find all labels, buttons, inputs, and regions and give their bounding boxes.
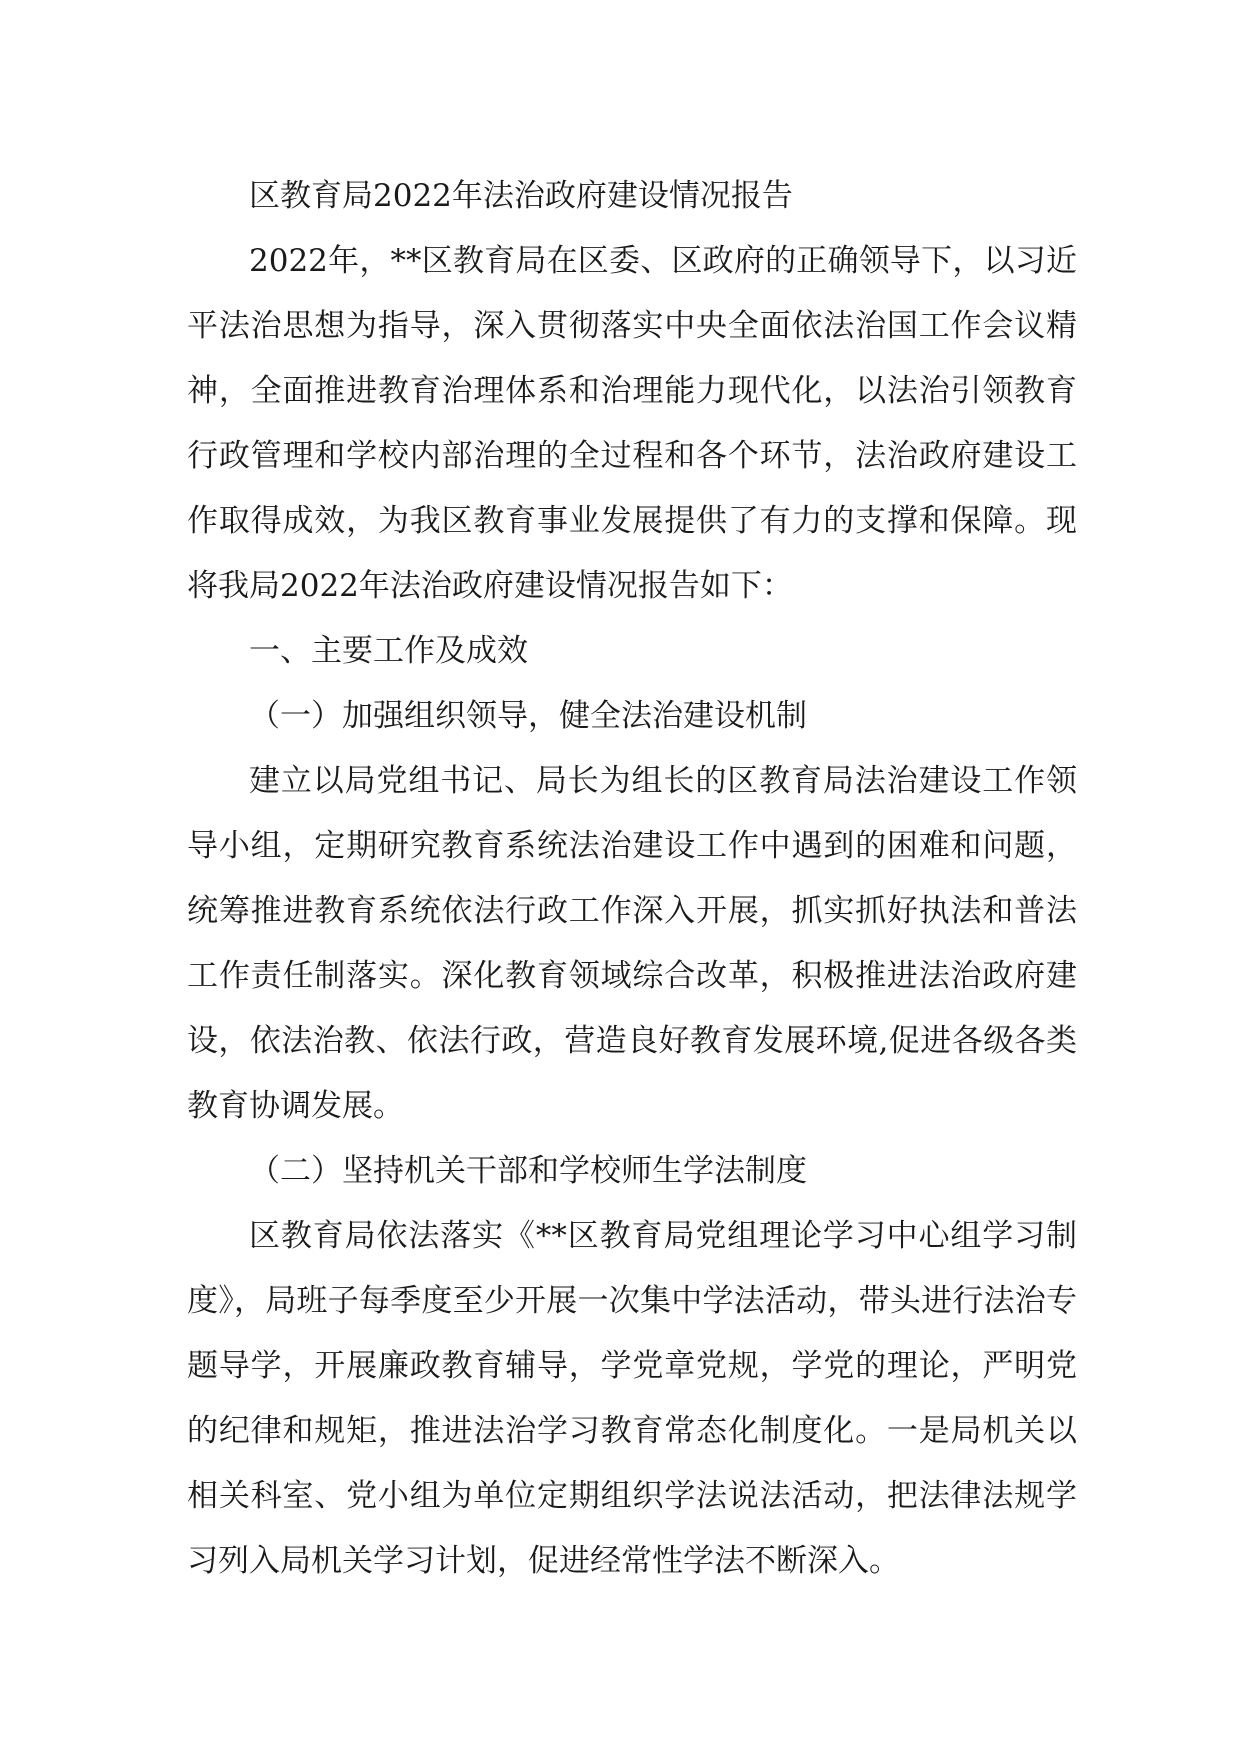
document-title: 区教育局2022年法治政府建设情况报告 <box>249 178 793 214</box>
subsection-heading-organization: （一）加强组织领导，健全法治建设机制 <box>249 698 807 734</box>
document-body <box>187 164 1077 1594</box>
section-heading-main-work: 一、主要工作及成效 <box>249 633 528 669</box>
intro-paragraph: 2022年，**区教育局在区委、区政府的正确领导下，以习近平法治思想为指导，深入贯彻落实中央全面依法治国工作会议精神，全面推进教育治理体系和治理能力现代化，以法治引领教育行政管理和学校内部治理的全过程和各个环节，法治政府建设工作取得成效，为我区教育事业发展提供了有力的支撑和保障。现将我局2022年法治政府建设情况报告如下： <box>187 243 1077 604</box>
subsection-body-organization: 建立以局党组书记、局长为组长的区教育局法治建设工作领导小组，定期研究教育系统法治建设工作中遇到的困难和问题，统筹推进教育系统依法行政工作深入开展，抓实抓好执法和普法工作责任制落实。深化教育领域综合改革，积极推进法治政府建设，依法治教、依法行政，营造良好教育发展环境,促进各级各类教育协调发展。 <box>187 763 1077 1124</box>
subsection-heading-study-system: （二）坚持机关干部和学校师生学法制度 <box>249 1153 807 1189</box>
subsection-body-study-system: 区教育局依法落实《**区教育局党组理论学习中心组学习制度》，局班子每季度至少开展一次集中学法活动，带头进行法治专题导学，开展廉政教育辅导，学党章党规，学党的理论，严明党的纪律和规矩，推进法治学习教育常态化制度化。一是局机关以相关科室、党小组为单位定期组织学法说法活动，把法律法规学习列入局机关学习计划，促进经常性学法不断深入。 <box>187 1218 1077 1579</box>
